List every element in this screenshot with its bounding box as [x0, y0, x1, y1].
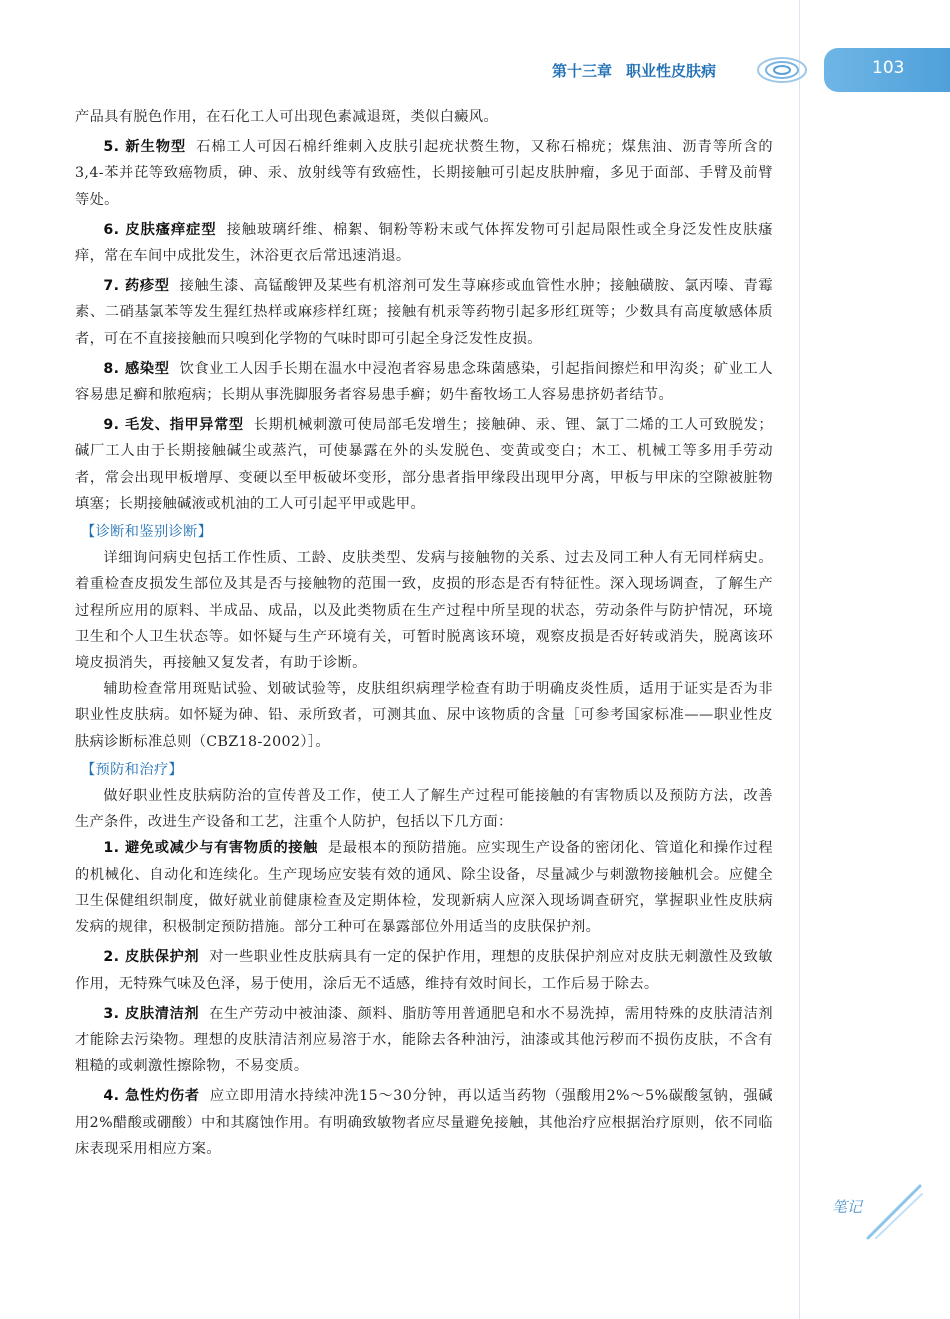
- item-text: 饮食业工人因手长期在温水中浸泡者容易患念珠菌感染，引起指间擦烂和甲沟炎；矿业工人容易患足癣和脓疱病；长期从事洗脚服务者容易患手癣；奶牛畜牧场工人容易患挤奶者结节。: [75, 360, 773, 404]
- section-heading-diagnosis: 【诊断和鉴别诊断】: [81, 524, 213, 541]
- item-infection-type: [75, 356, 773, 408]
- item-hair-nail-type: [75, 412, 773, 517]
- margin-notes-label: 笔记: [832, 1198, 863, 1216]
- item-text: 在生产劳动中被油漆、颜料、脂肪等用普通肥皂和水不易洗掉，需用特殊的皮肤清洁剂才能除去污染物。理想的皮肤清洁剂应易溶于水，能除去各种油污，油漆或其他污秽而不损伤皮肤，不含有粗糙的或刺激性擦除物，不易变质。: [75, 1005, 774, 1075]
- prevention-item-skin-protectant: [75, 944, 773, 996]
- item-term: 1. 避免或减少与有害物质的接触: [103, 840, 318, 857]
- paragraph-continuation: 产品具有脱色作用，在石化工人可出现色素减退斑，类似白癜风。: [75, 109, 499, 125]
- pencil-icon: [862, 1182, 926, 1242]
- item-term: 8. 感染型: [103, 360, 170, 377]
- prevention-item-skin-cleanser: [75, 1001, 773, 1080]
- chapter-number: 第十三章: [552, 62, 613, 80]
- item-text: 接触玻璃纤维、棉絮、铜粉等粉末或气体挥发物可引起局限性或全身泛发性皮肤瘙痒，常在车间中成批发生，沐浴更衣后常迅速消退。: [75, 221, 773, 265]
- diagnosis-paragraph: 辅助检查常用斑贴试验、划破试验等，皮肤组织病理学检查有助于明确皮炎性质，适用于证实是否为非职业性皮肤病。如怀疑为砷、铅、汞所致者，可测其血、尿中该物质的含量［可参考国家标准——职业性皮肤病诊断标准总则（CBZ18-2002）］。: [75, 681, 773, 750]
- item-text: 石棉工人可因石棉纤维刺入皮肤引起疣状赘生物，又称石棉疣；煤焦油、沥青等所含的3,4-苯并芘等致癌物质，砷、汞、放射线等有致癌性，长期接触可引起皮肤肿瘤，多见于面部、手臂及前臂等处。: [75, 139, 773, 208]
- item-drug-eruption-type: [75, 273, 773, 352]
- item-term: 7. 药疹型: [103, 278, 170, 295]
- page-body: [75, 104, 773, 1162]
- prevention-item-acute-burn: [75, 1083, 773, 1162]
- item-text: 长期机械刺激可使局部毛发增生；接触砷、汞、锂、氯丁二烯的工人可致脱发；碱厂工人由于长期接触碱尘或蒸汽，可使暴露在外的头发脱色、变黄或变白；木工、机械工等多用手劳动者，常会出现甲板增厚、变硬以至甲板破坏变形，部分患者指甲缘段出现甲分离，甲板与甲床的空隙被脏物填塞；长期接触碱液或机油的工人可引起平甲或匙甲。: [75, 417, 773, 512]
- item-text: 是最根本的预防措施。应实现生产设备的密闭化、管道化和操作过程的机械化、自动化和连续化。生产现场应安装有效的通风、除尘设备，尽量减少与刺激物接触机会。应健全卫生保健组织制度，做好就业前健康检查及定期体检，发现新病人应深入现场调查研究，掌握职业性皮肤病发病的规律，积极制定预防措施。部分工种可在暴露部位外用适当的皮肤保护剂。: [75, 840, 773, 936]
- margin-divider: [799, 0, 800, 1319]
- item-term: 4. 急性灼伤者: [103, 1088, 200, 1105]
- section-heading-prevention: 【预防和治疗】: [81, 761, 184, 778]
- item-term: 6. 皮肤瘙痒症型: [103, 221, 217, 238]
- running-header: [552, 60, 716, 81]
- item-neoplasm-type: [75, 134, 773, 213]
- item-term: 9. 毛发、指甲异常型: [103, 417, 244, 434]
- diagnosis-paragraph: 详细询问病史包括工作性质、工龄、皮肤类型、发病与接触物的关系、过去及同工种人有无同样病史。着重检查皮损发生部位及其是否与接触物的范围一致，皮损的形态是否有特征性。深入现场调查，了解生产过程所应用的原料、半成品、成品，以及此类物质在生产过程中所呈现的状态，劳动条件与防护情况，环境卫生和个人卫生状态等。如怀疑与生产环境有关，可暂时脱离该环境，观察皮损是否好转或消失，脱离该环境皮损消失，再接触又复发者，有助于诊断。: [75, 550, 773, 672]
- prevention-item-avoid-contact: [75, 835, 773, 940]
- item-text: 应立即用清水持续冲洗15～30分钟，再以适当药物（强酸用2%～5%碳酸氢钠，强碱用2%醋酸或硼酸）中和其腐蚀作用。有明确致敏物者应尽量避免接触，其他治疗应根据治疗原则，依不同临床表现采用相应方案。: [75, 1088, 774, 1157]
- item-term: 2. 皮肤保护剂: [103, 949, 200, 966]
- item-text: 对一些职业性皮肤病具有一定的保护作用，理想的皮肤保护剂应对皮肤无刺激性及致敏作用，无特殊气味及色泽，易于使用，涂后无不适感，维持有效时间长，工作后易于除去。: [75, 949, 774, 992]
- prevention-intro: 做好职业性皮肤病防治的宣传普及工作，使工人了解生产过程可能接触的有害物质以及预防方法，改善生产条件，改进生产设备和工艺，注重个人防护，包括以下几方面：: [75, 788, 773, 831]
- item-term: 5. 新生物型: [103, 139, 187, 156]
- swirl-ornament-icon: [752, 50, 808, 88]
- page-number: 103: [872, 58, 905, 78]
- chapter-title: 职业性皮肤病: [626, 62, 717, 80]
- item-text: 接触生漆、高锰酸钾及某些有机溶剂可发生荨麻疹或血管性水肿；接触磺胺、氯丙嗪、青霉素、二硝基氯苯等发生猩红热样或麻疹样红斑；接触有机汞等药物引起多形红斑等；少数具有高度敏感体质者，可在不直接接触而只嗅到化学物的气味时即可引起全身泛发性皮损。: [75, 278, 773, 347]
- item-pruritus-type: [75, 217, 773, 269]
- item-term: 3. 皮肤清洁剂: [103, 1005, 200, 1022]
